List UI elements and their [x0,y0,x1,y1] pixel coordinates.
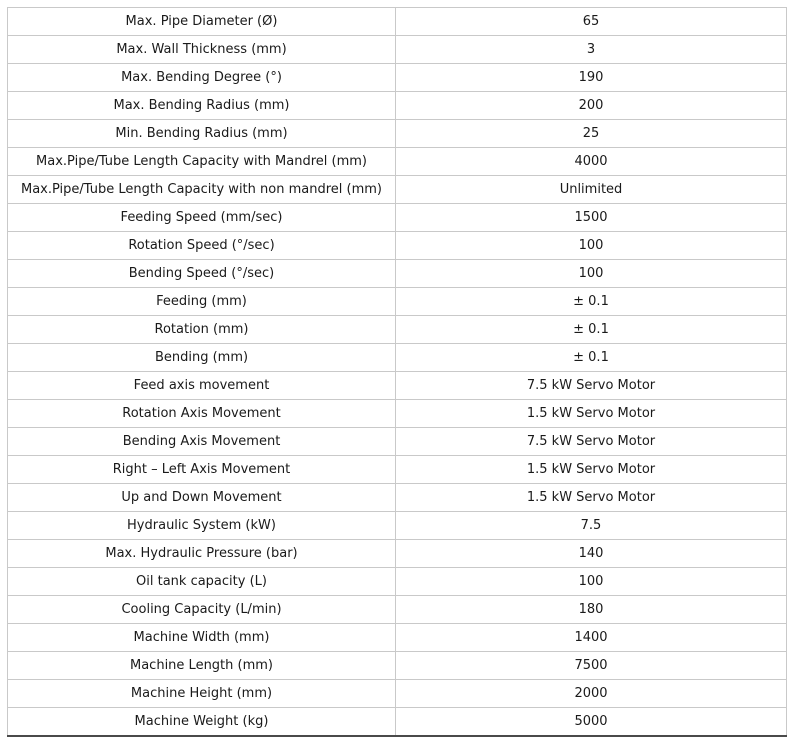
spec-value: 1.5 kW Servo Motor [396,456,787,484]
spec-value: 190 [396,64,787,92]
table-row [8,204,787,232]
spec-label: Bending Speed (°/sec) [8,260,396,288]
spec-label: Bending Axis Movement [8,428,396,456]
table-row [8,372,787,400]
spec-label: Bending (mm) [8,344,396,372]
spec-value: 2000 [396,680,787,708]
table-row [8,232,787,260]
spec-label: Max.Pipe/Tube Length Capacity with Mandrel (mm) [8,148,396,176]
spec-value: 7.5 kW Servo Motor [396,372,787,400]
table-row [8,400,787,428]
spec-value: 180 [396,596,787,624]
spec-label: Rotation Speed (°/sec) [8,232,396,260]
table-row [8,260,787,288]
spec-value: 25 [396,120,787,148]
table-row [8,456,787,484]
table-row [8,708,787,737]
specifications-table-body [8,8,787,737]
spec-label: Max. Wall Thickness (mm) [8,36,396,64]
spec-value: 1400 [396,624,787,652]
spec-label: Machine Width (mm) [8,624,396,652]
spec-value: 7500 [396,652,787,680]
table-row [8,624,787,652]
spec-label: Machine Weight (kg) [8,708,396,737]
table-row [8,428,787,456]
spec-value: 1.5 kW Servo Motor [396,400,787,428]
spec-value: Unlimited [396,176,787,204]
spec-value: 1.5 kW Servo Motor [396,484,787,512]
spec-value: 7.5 [396,512,787,540]
table-row [8,512,787,540]
spec-label: Hydraulic System (kW) [8,512,396,540]
table-row [8,36,787,64]
spec-value: 3 [396,36,787,64]
spec-value: 5000 [396,708,787,737]
spec-label: Max.Pipe/Tube Length Capacity with non mandrel (mm) [8,176,396,204]
spec-value: 4000 [396,148,787,176]
table-row [8,120,787,148]
spec-label: Up and Down Movement [8,484,396,512]
specifications-table [7,7,787,737]
spec-value: 100 [396,568,787,596]
table-row [8,8,787,36]
table-row [8,64,787,92]
spec-label: Machine Height (mm) [8,680,396,708]
spec-label: Feeding Speed (mm/sec) [8,204,396,232]
table-row [8,344,787,372]
spec-label: Right – Left Axis Movement [8,456,396,484]
spec-label: Min. Bending Radius (mm) [8,120,396,148]
table-row [8,540,787,568]
table-row [8,316,787,344]
table-row [8,148,787,176]
spec-value: 1500 [396,204,787,232]
table-row [8,176,787,204]
spec-label: Max. Hydraulic Pressure (bar) [8,540,396,568]
table-row [8,484,787,512]
spec-value: 100 [396,260,787,288]
spec-value: 100 [396,232,787,260]
table-row [8,596,787,624]
table-row [8,568,787,596]
spec-label: Oil tank capacity (L) [8,568,396,596]
table-row [8,92,787,120]
spec-label: Feeding (mm) [8,288,396,316]
spec-label: Machine Length (mm) [8,652,396,680]
spec-label: Rotation (mm) [8,316,396,344]
spec-label: Max. Bending Radius (mm) [8,92,396,120]
spec-value: 200 [396,92,787,120]
spec-value: 7.5 kW Servo Motor [396,428,787,456]
spec-value: 65 [396,8,787,36]
spec-value: ± 0.1 [396,316,787,344]
spec-label: Max. Pipe Diameter (Ø) [8,8,396,36]
spec-value: ± 0.1 [396,344,787,372]
spec-label: Feed axis movement [8,372,396,400]
spec-label: Max. Bending Degree (°) [8,64,396,92]
table-row [8,288,787,316]
spec-label: Rotation Axis Movement [8,400,396,428]
spec-label: Cooling Capacity (L/min) [8,596,396,624]
table-row [8,652,787,680]
spec-value: 140 [396,540,787,568]
table-row [8,680,787,708]
spec-value: ± 0.1 [396,288,787,316]
